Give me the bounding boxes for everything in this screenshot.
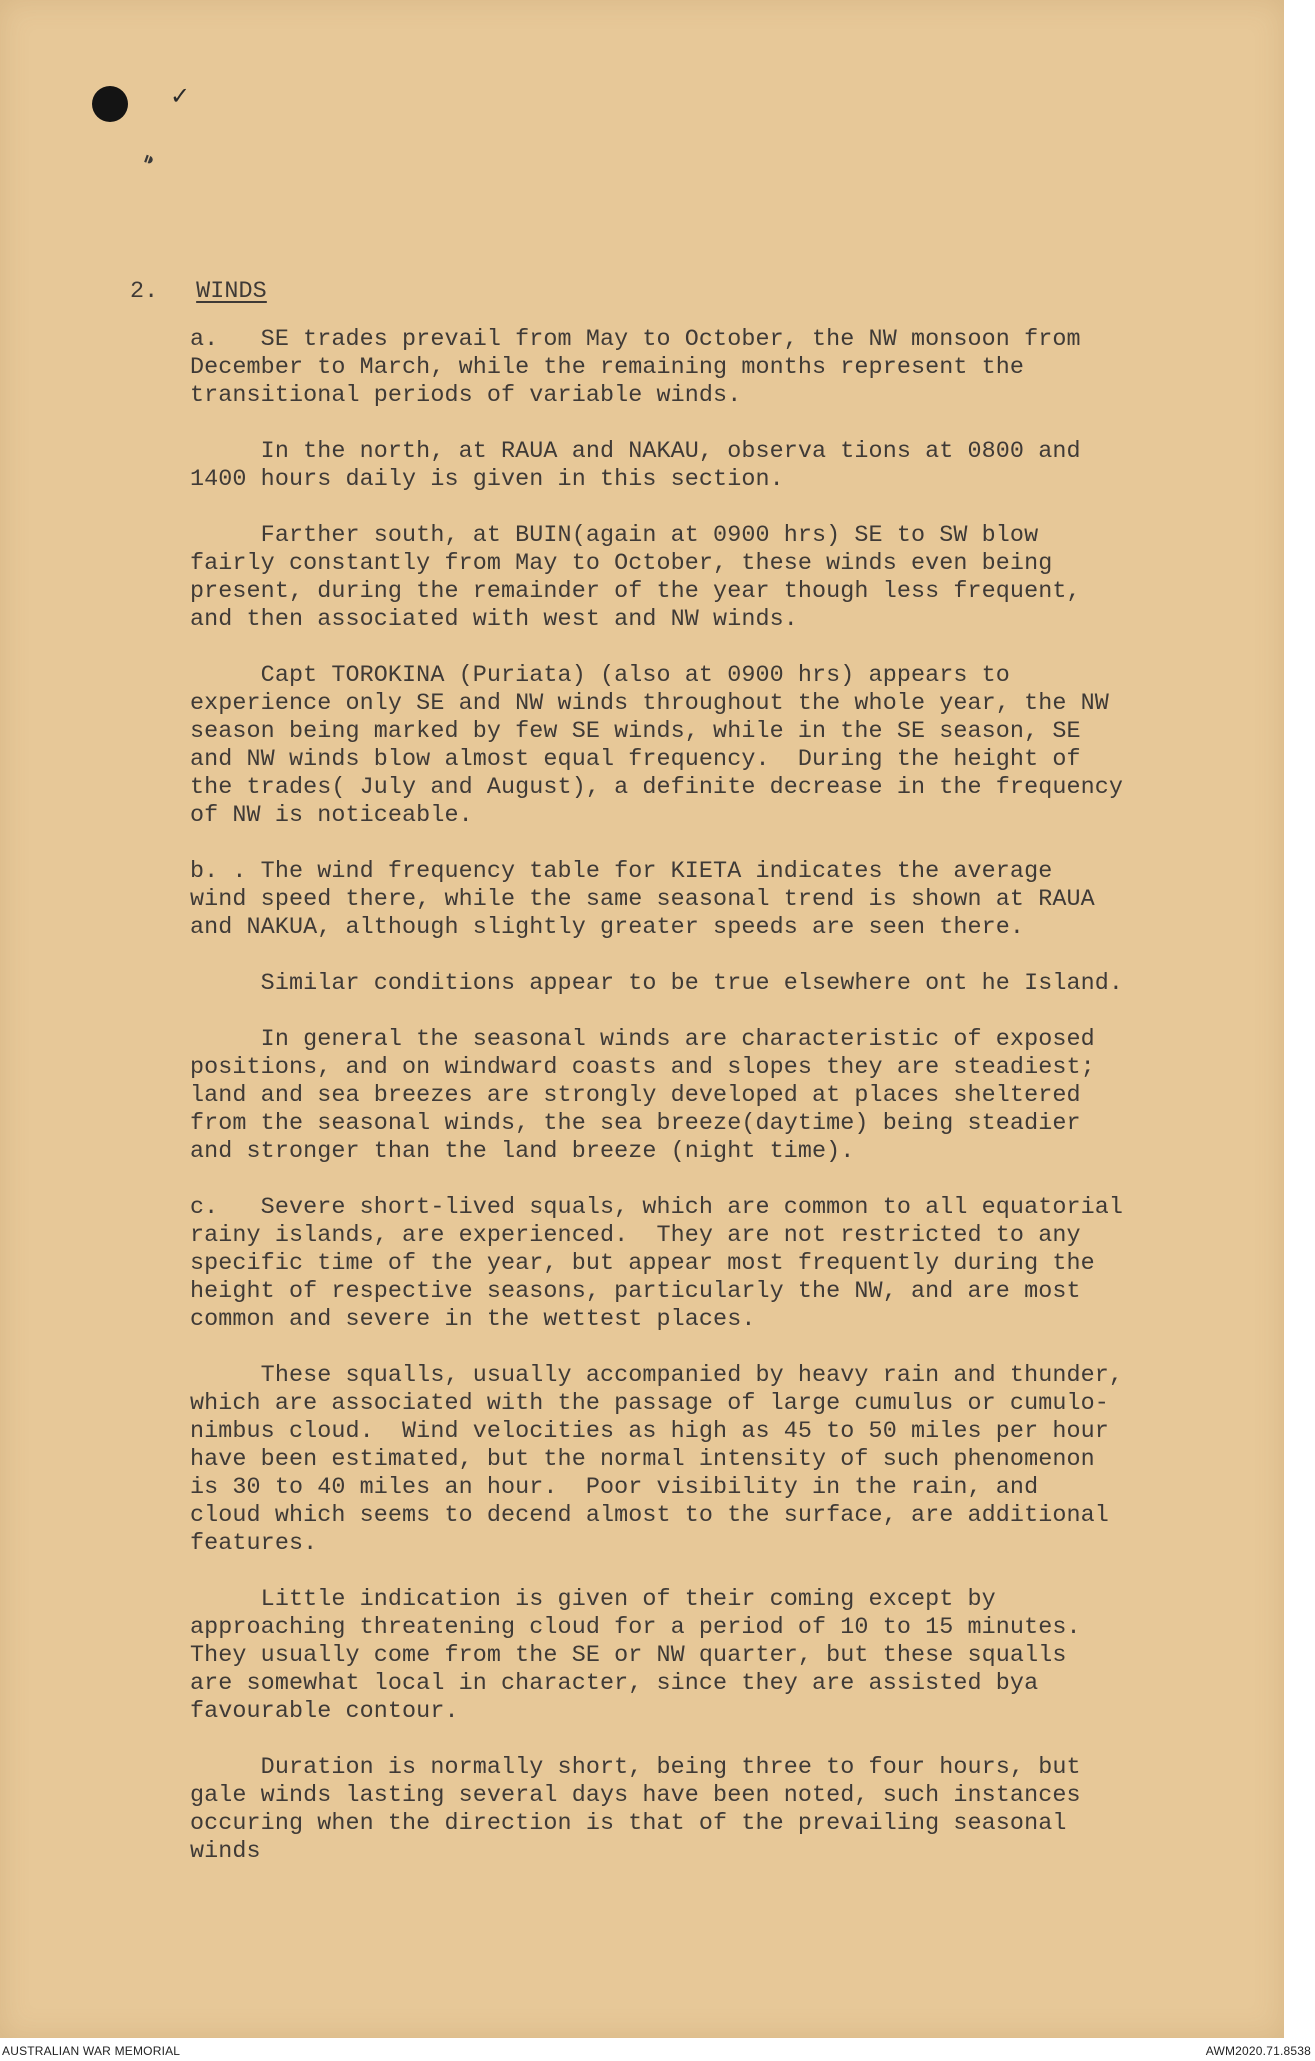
paragraph (190, 662, 1240, 830)
text-line: and NW winds blow almost equal frequency. During the height of (190, 747, 1081, 773)
text-line: fairly constantly from May to October, these winds even being (190, 551, 1053, 577)
paragraph (190, 1026, 1240, 1166)
text-line: They usually come from the SE or NW quarter, but these squalls (190, 1643, 1067, 1669)
paragraph (190, 1194, 1240, 1334)
text-line: positions, and on windward coasts and slopes they are steadiest; (190, 1055, 1095, 1081)
text-line: December to March, while the remaining months represent the (190, 355, 1025, 381)
text-line: Farther south, at BUIN(again at 0900 hrs) SE to SW blow (190, 523, 1039, 549)
text-line: features. (190, 1531, 318, 1557)
paragraph (190, 1754, 1240, 1866)
text-line: favourable contour. (190, 1699, 459, 1725)
text-line: These squalls, usually accompanied by heavy rain and thunder, (190, 1363, 1124, 1389)
text-line: Duration is normally short, being three to four hours, but (190, 1755, 1081, 1781)
text-line: Little indication is given of their coming except by (190, 1587, 996, 1613)
text-line: occuring when the direction is that of the prevailing seasonal (190, 1811, 1067, 1837)
paragraph (190, 326, 1240, 410)
text-line: the trades( July and August), a definite decrease in the frequency (190, 775, 1124, 801)
text-line: land and sea breezes are strongly developed at places sheltered (190, 1083, 1081, 1109)
paragraph (190, 1586, 1240, 1726)
text-line: common and severe in the wettest places. (190, 1307, 756, 1333)
text-line: have been estimated, but the normal intensity of such phenomenon (190, 1447, 1095, 1473)
text-line: a. SE trades prevail from May to October, the NW monsoon from (190, 327, 1081, 353)
text-line: specific time of the year, but appear most frequently during the (190, 1251, 1095, 1277)
text-line: height of respective seasons, particularly the NW, and are most (190, 1279, 1081, 1305)
punch-hole (92, 86, 128, 122)
text-line: from the seasonal winds, the sea breeze(daytime) being steadier (190, 1111, 1081, 1137)
text-line: of NW is noticeable. (190, 803, 473, 829)
text-line: Capt TOROKINA (Puriata) (also at 0900 hrs) appears to (190, 663, 1010, 689)
paragraph (190, 522, 1240, 634)
text-line: transitional periods of variable winds. (190, 383, 742, 409)
text-line: approaching threatening cloud for a period of 10 to 15 minutes. (190, 1615, 1081, 1641)
text-line: Similar conditions appear to be true elsewhere ont he Island. (190, 971, 1124, 997)
section-heading (130, 278, 1240, 306)
text-line: winds (190, 1839, 261, 1865)
text-line: rainy islands, are experienced. They are not restricted to any (190, 1223, 1081, 1249)
pen-mark-icon: ⁍ (137, 144, 160, 178)
text-line: cloud which seems to decend almost to the surface, are additional (190, 1503, 1109, 1529)
text-line: which are associated with the passage of large cumulus or cumulo- (190, 1391, 1109, 1417)
document-body (130, 278, 1240, 1894)
text-line: season being marked by few SE winds, while in the SE season, SE (190, 719, 1081, 745)
paragraph (190, 858, 1240, 942)
text-line: In general the seasonal winds are characteristic of exposed (190, 1027, 1095, 1053)
paragraph (190, 438, 1240, 494)
text-line: c. Severe short-lived squals, which are common to all equatorial (190, 1195, 1124, 1221)
paragraph (190, 1362, 1240, 1558)
text-line: gale winds lasting several days have been noted, such instances (190, 1783, 1081, 1809)
text-line: wind speed there, while the same seasonal trend is shown at RAUA (190, 887, 1095, 913)
paragraph (190, 970, 1240, 998)
text-line: and NAKUA, although slightly greater speeds are seen there. (190, 915, 1025, 941)
text-line: present, during the remainder of the year though less frequent, (190, 579, 1081, 605)
text-line: 1400 hours daily is given in this section. (190, 467, 784, 493)
tick-mark-icon: ✓ (170, 82, 191, 110)
text-line: is 30 to 40 miles an hour. Poor visibility in the rain, and (190, 1475, 1039, 1501)
section-title: WINDS (196, 279, 267, 305)
section-number: 2. (130, 279, 159, 305)
text-line: In the north, at RAUA and NAKAU, observa tions at 0800 and (190, 439, 1081, 465)
text-line: nimbus cloud. Wind velocities as high as 45 to 50 miles per hour (190, 1419, 1109, 1445)
paragraph-list (190, 326, 1240, 1866)
text-line: b. . The wind frequency table for KIETA indicates the average (190, 859, 1053, 885)
text-line: and stronger than the land breeze (night time). (190, 1139, 855, 1165)
text-line: experience only SE and NW winds throughout the whole year, the NW (190, 691, 1109, 717)
archive-reference: AWM2020.71.8538 (1205, 2044, 1311, 2058)
text-line: are somewhat local in character, since they are assisted bya (190, 1671, 1039, 1697)
text-line: and then associated with west and NW winds. (190, 607, 798, 633)
archive-credit: AUSTRALIAN WAR MEMORIAL (2, 2044, 181, 2058)
